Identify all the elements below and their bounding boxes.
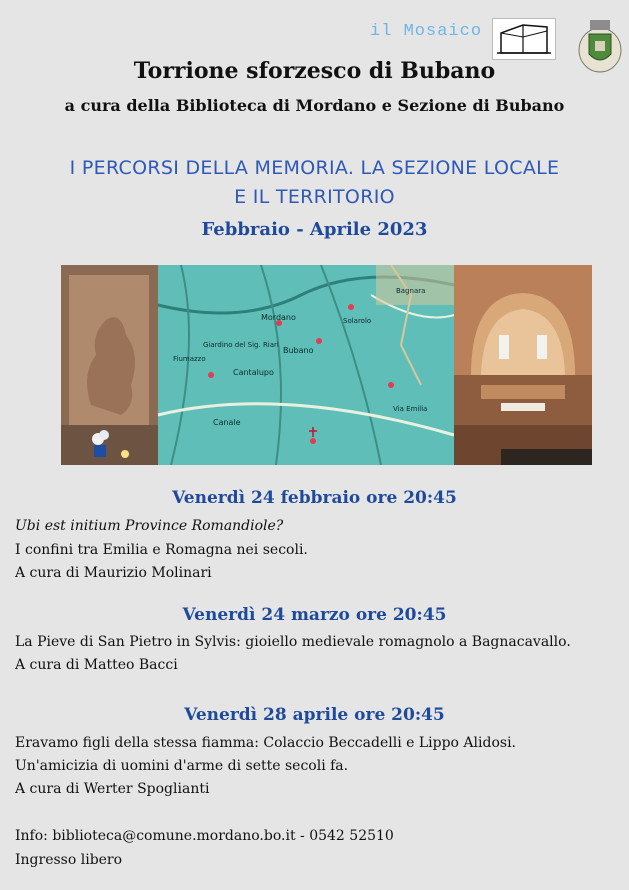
event-1-line-1: Ubi est initium Province Romandiole? [15,518,284,534]
series-dates: Febbraio - Aprile 2023 [201,219,428,240]
map-label: Bagnara [396,287,426,295]
map-label: Canale [213,418,241,427]
event-1-line-3: A cura di Maurizio Molinari [15,565,212,581]
entry-note: Ingresso libero [15,852,123,868]
historic-map-photo [158,265,454,465]
map-label: Cantalupo [233,368,274,377]
series-title-line-1: I PERCORSI DELLA MEMORIA. LA SEZIONE LOCALE [69,157,560,179]
map-label: Via Emilia [393,405,428,413]
event-2-line-2: A cura di Matteo Bacci [15,657,178,673]
map-label: Mordano [261,313,296,322]
mosaico-logo: il Mosaico [370,22,483,41]
page-title: Torrione sforzesco di Bubano [133,58,496,84]
event-3-line-2: Un'amicizia di uomini d'arme di sette secoli fa. [15,758,349,774]
map-label: Solarolo [343,317,372,325]
event-3-line-3: A cura di Werter Spoglianti [15,781,210,797]
map-label: Giardino del Sig. Riari [203,341,279,349]
event-1-heading: Venerdì 24 febbraio ore 20:45 [172,488,457,508]
relief-photo [61,265,158,465]
page-subtitle: a cura della Biblioteca di Mordano e Sezione di Bubano [64,96,565,115]
event-1-line-2: I confini tra Emilia e Romagna nei secoli. [15,542,308,558]
map-label: Bubano [283,346,314,355]
event-2-heading: Venerdì 24 marzo ore 20:45 [182,605,447,625]
series-title [40,154,589,212]
contact-info: Info: biblioteca@comune.mordano.bo.it - 0542 52510 [15,828,394,844]
event-3-heading: Venerdì 28 aprile ore 20:45 [184,705,445,725]
series-title-line-2: E IL TERRITORIO [234,186,395,208]
torrione-logo-icon [492,18,556,60]
photo-strip [61,265,592,465]
church-interior-photo [454,265,592,465]
map-label: Fiumazzo [173,355,206,363]
event-3-line-1: Eravamo figli della stessa fiamma: Colaccio Beccadelli e Lippo Alidosi. [15,735,516,751]
event-2-line-1: La Pieve di San Pietro in Sylvis: gioiello medievale romagnolo a Bagnacavallo. [15,634,571,650]
